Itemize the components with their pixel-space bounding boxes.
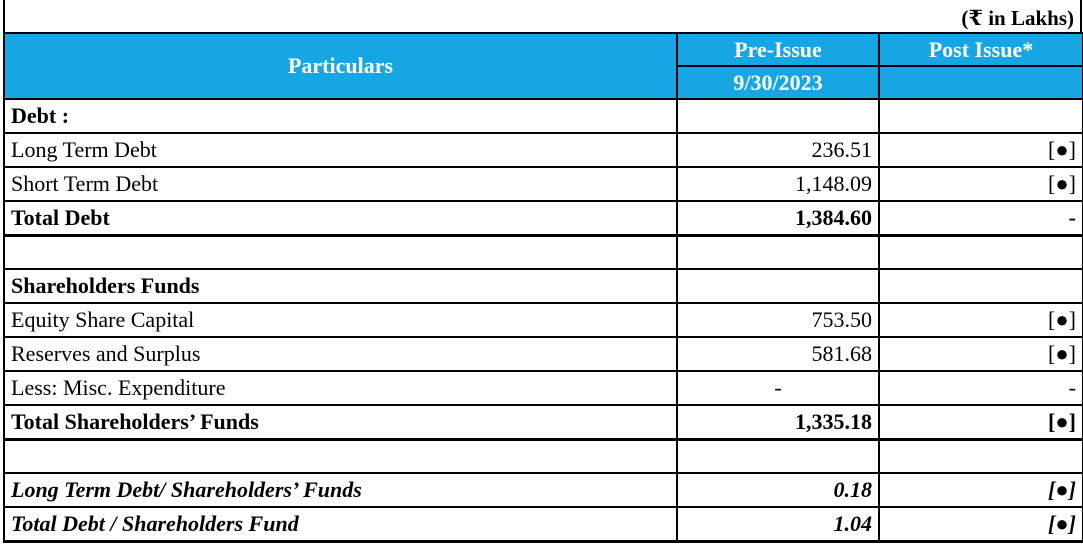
row-post: -: [879, 201, 1083, 235]
table-row: [4, 405, 1083, 439]
row-post: [●]: [879, 303, 1083, 337]
row-label: Long Term Debt: [4, 133, 677, 167]
row-post: [879, 99, 1083, 133]
row-post: [●]: [879, 337, 1083, 371]
table-row-blank: [4, 439, 1083, 473]
row-post: [879, 235, 1083, 269]
row-label: Shareholders Funds: [4, 269, 677, 303]
row-pre: 1.04: [677, 507, 879, 541]
table-row: [4, 507, 1083, 541]
row-pre: [677, 439, 879, 473]
table-row-blank: [4, 235, 1083, 269]
row-post: [●]: [879, 167, 1083, 201]
unit-note-row: [3, 0, 1082, 33]
row-pre: -: [677, 371, 879, 405]
header-pre-issue: Pre-Issue: [677, 33, 879, 66]
row-pre: [677, 99, 879, 133]
table-row: [4, 201, 1083, 235]
header-post-blank: [879, 66, 1083, 99]
row-post: [879, 439, 1083, 473]
row-label: [4, 235, 677, 269]
row-label: Debt :: [4, 99, 677, 133]
header-row: [4, 33, 1083, 66]
row-label: Total Debt: [4, 201, 677, 235]
row-label: [4, 439, 677, 473]
row-label: Equity Share Capital: [4, 303, 677, 337]
table-row: [4, 133, 1083, 167]
row-pre: [677, 235, 879, 269]
row-pre: 1,335.18: [677, 405, 879, 439]
table-row: [4, 371, 1083, 405]
table-row: [4, 303, 1083, 337]
row-pre: [677, 269, 879, 303]
table-row: [4, 337, 1083, 371]
table-row: [4, 269, 1083, 303]
row-post: [●]: [879, 507, 1083, 541]
table-row: [4, 473, 1083, 507]
row-post: [●]: [879, 405, 1083, 439]
row-label: Reserves and Surplus: [4, 337, 677, 371]
table-row: [4, 167, 1083, 201]
row-post: [879, 269, 1083, 303]
row-pre: 581.68: [677, 337, 879, 371]
row-pre: 753.50: [677, 303, 879, 337]
row-pre: 1,384.60: [677, 201, 879, 235]
row-label: Total Shareholders’ Funds: [4, 405, 677, 439]
row-pre: 1,148.09: [677, 167, 879, 201]
row-pre: 236.51: [677, 133, 879, 167]
header-date: 9/30/2023: [677, 66, 879, 99]
row-post: -: [879, 371, 1083, 405]
row-post: [●]: [879, 473, 1083, 507]
unit-note: (₹ in Lakhs): [961, 6, 1074, 30]
capitalisation-table: [3, 32, 1083, 543]
row-label: Long Term Debt/ Shareholders’ Funds: [4, 473, 677, 507]
row-pre: 0.18: [677, 473, 879, 507]
row-post: [●]: [879, 133, 1083, 167]
header-post-issue: Post Issue*: [879, 33, 1083, 66]
table-row: [4, 99, 1083, 133]
header-particulars: Particulars: [4, 33, 677, 99]
row-label: Short Term Debt: [4, 167, 677, 201]
row-label: Total Debt / Shareholders Fund: [4, 507, 677, 541]
row-label: Less: Misc. Expenditure: [4, 371, 677, 405]
